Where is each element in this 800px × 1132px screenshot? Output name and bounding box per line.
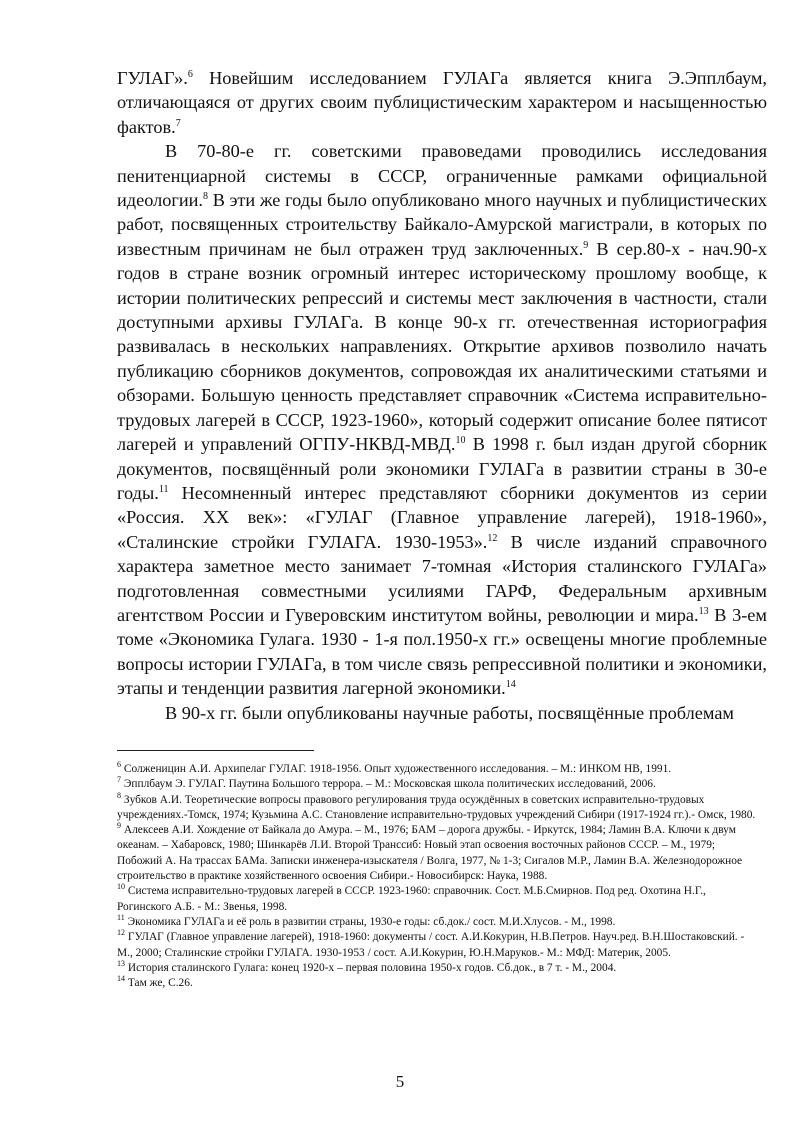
footnote-reference: 11 [158,483,169,495]
footnote-reference: 12 [487,532,498,544]
paragraph-text: В 1998 г. был издан другой сборник документов, посвящённый роли экономики ГУЛАГа в развитии страны в 30-е годы. [117,434,768,503]
footnote [117,961,759,976]
footnote [117,762,759,777]
footnote [117,790,759,824]
footnote-number: 7 [117,775,121,785]
paragraph-text: В 70-80-е гг. советскими правоведами проводились исследования пенитенциарной системы в СССР, ограниченные рамками официальной идеологии. [117,141,767,211]
paragraph-text: Несомненный интерес представляют сборники документов из серии «Россия. XX век»: «ГУЛАГ (Главное управление лагерей), 1918-1960», «Сталинские стройки ГУЛАГА. 1930-1953». [117,482,767,552]
footnote-number: 12 [117,928,125,938]
paragraph-text: В 3-ем томе «Экономика Гулага. 1930 - 1-я пол.1950-х гг.» освещены многие проблемные вопросы истории ГУЛАГа, в том числе связь репрессивной политики и экономики, этапы и тенденции развития лагерной экономики. [117,604,767,699]
footnote-number: 14 [117,974,125,984]
footnote [117,976,759,991]
footnote-reference: 9 [583,239,589,251]
footnote-separator [117,750,314,751]
footnote [117,930,759,961]
page-number: 5 [395,1072,405,1091]
footnote-text: Там же, С.26. [127,977,193,990]
footnote-number: 11 [117,913,125,923]
footnote [117,915,759,930]
footnote-text: История сталинского Гулага: конец 1920-х – первая половина 1950-х годов. Сб.док., в 7 т. - М., 2004. [127,961,617,974]
footnote-number: 9 [117,821,121,831]
footnote-number: 10 [117,882,125,892]
footnote-text: Экономика ГУЛАГа и её роль в развитии страны, 1930-е годы: сб.док./ сост. М.И.Хлусов. - М., 1998. [127,915,616,928]
body-paragraph [117,701,767,725]
paragraph-text: В 90-х гг. были опубликованы научные работы, посвящённые проблемам [165,702,735,723]
main-text [117,66,767,725]
footnote-text: Эпплбаум Э. ГУЛАГ. Паутина Большого террора. – М.: Московская школа политических исследований, 2006. [123,778,656,791]
footnote-reference: 6 [187,68,193,80]
paragraph-text: Новейшим исследованием ГУЛАГа является книга Э.Эпплбаум, отличающаяся от других своим публицистическим характером и насыщенностью фактов. [117,68,767,137]
footnote [117,884,759,915]
footnote-text: Система исправительно-трудовых лагерей в СССР. 1923-1960: справочник. Сост. М.Б.Смирнов. Под ред. Охотина Н.Г., Рогинского А.Б. - М.: Звенья, 1998. [117,885,706,913]
footnote-text: ГУЛАГ (Главное управление лагерей), 1918-1960: документы / сост. А.И.Кокурин, Н.В.Петров. Науч.ред. В.Н.Шостаковский. - М., 2000; Сталинские стройки ГУЛАГА. 1930-1953 / сост. А.И.Кокурин, Ю.Н.Маруков.- М.: МФД: Материк, 2005. [117,931,745,959]
body-paragraph [117,139,767,700]
footnote-text: Солженицин А.И. Архипелаг ГУЛАГ. 1918-1956. Опыт художественного исследования. – М.: ИНКОМ НВ, 1991. [123,763,672,775]
paragraph-text: ГУЛАГ». [117,68,188,88]
footnote-number: 13 [117,959,125,969]
footnote-reference: 13 [698,605,709,617]
footnote-number: 6 [117,760,121,770]
footnote-number: 8 [117,790,121,800]
footnote [117,777,759,792]
paragraph-text: В сер.80-х - нач.90-х годов в стране возник огромный интерес историческому прошлому вообще, к истории политических репрессий и системы мест заключения в частности, стали доступными архивы ГУЛАГа. В конце 90-х гг. отечественная историография развивалась в нескольких направлениях. Открытие архивов позволило начать публикацию сборников документов, сопровождая их аналитическими статьями и обзорами. Большую ценность представляет справочник «Система исправительно-трудовых лагерей в СССР, 1923-1960», который содержит описание более пятисот лагерей и управлений ОГПУ-НКВД-МВД. [117,238,767,455]
footnote-text: Зубков А.И. Теоретические вопросы правового регулирования труда осуждённых в советских исправительно-трудовых учреждениях.-Томск, 1974; Кузьмина А.С. Становление исправительно-трудовых учреждений Сибири (1917-1924 гг.).- Омск, 1980. [117,793,756,821]
footnote-reference: 7 [175,117,181,129]
footnote-reference: 10 [455,435,466,446]
footnote-text: Алексеев А.И. Хождение от Байкала до Амура. – М., 1976; БАМ – дорога дружбы. - Иркутск, 1984; Ламин В.А. Ключи к двум океанам. – Хабаровск, 1980; Шинкарёв Л.И. Второй Транссиб: Новый этап освоения восточных районов СССР. – М., 1979; Побожий А. На трассах БАМа. Записки инженера-изыскателя / Волга, 1977, № 1-3; Сигалов М.Р., Ламин В.А. Железнодорожное строительство в практике хозяйственного освоения Сибири.- Новосибирск: Наука, 1988. [117,824,743,883]
paragraph-text: В числе изданий справочного характера заметное место занимает 7-томная «История сталинского ГУЛАГа» подготовленная совместными усилиями ГАРФ, Федеральным архивным агентством России и Гуверовским институтом войны, революции и мира. [117,531,767,625]
footnote [117,823,759,884]
footnote-reference: 8 [203,190,208,202]
body-paragraph [117,66,767,139]
footnote-reference: 14 [505,679,516,691]
footnotes [117,762,759,991]
paragraph-text: В эти же годы было опубликовано много научных и публицистических работ, посвященных строительству Байкало-Амурской магистрали, в которых по известным причинам не был отражен труд заключенных. [117,190,767,259]
